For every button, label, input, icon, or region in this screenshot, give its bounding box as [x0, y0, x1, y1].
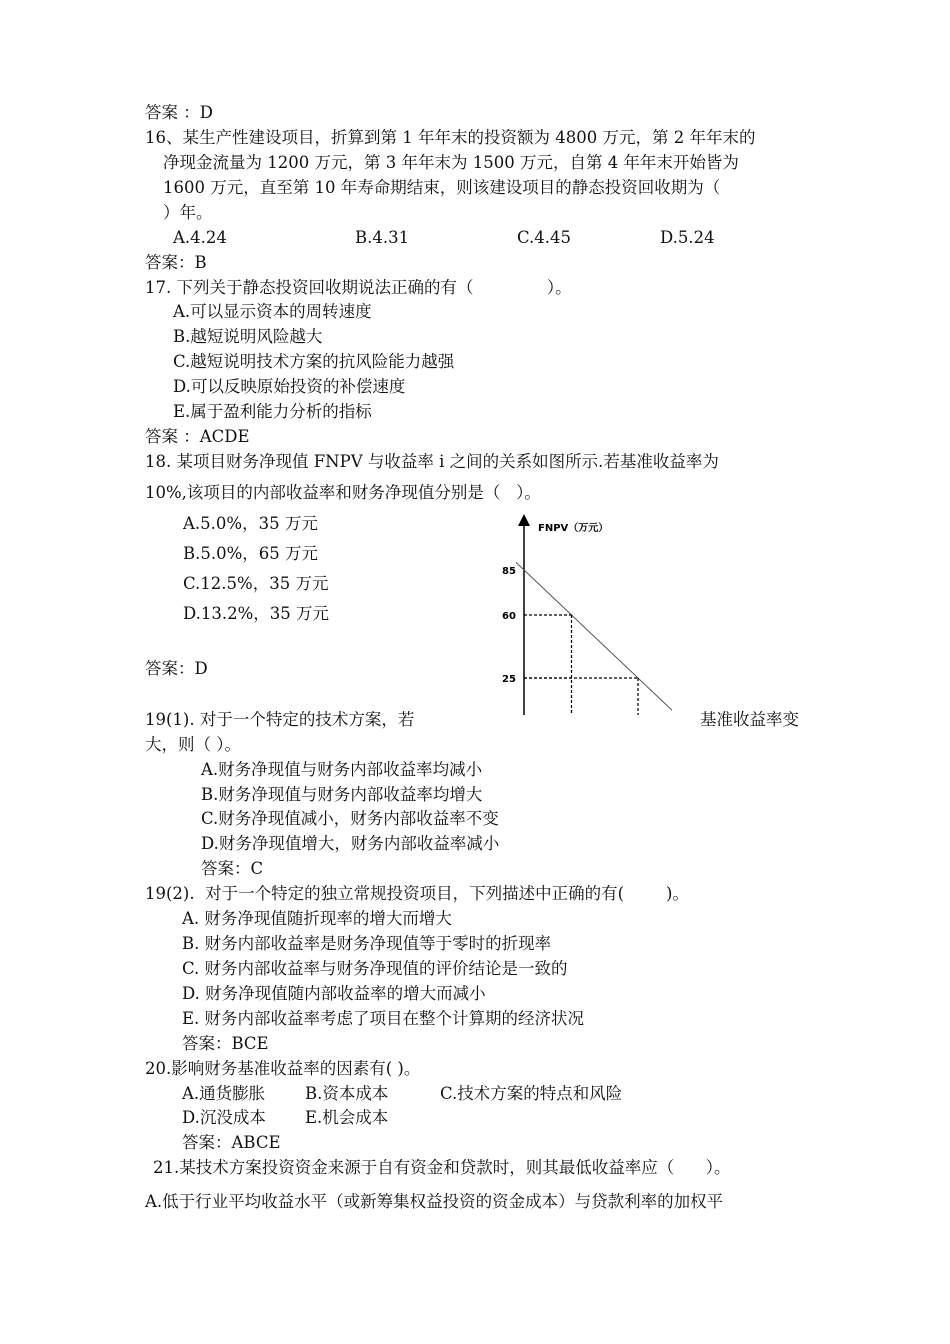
q19-1-option-a: A.财务净现值与财务内部收益率均减小 [201, 760, 483, 779]
q18-line-2: 10%,该项目的内部收益率和财务净现值分别是（ ）。 [145, 483, 541, 502]
q18-option-d: D.13.2%，35 万元 [183, 604, 330, 623]
q20-option-a: A.通货膨胀 [182, 1084, 266, 1103]
q19-2-option-a: A. 财务净现值随折现率的增大而增大 [182, 909, 452, 928]
q20-option-c: C.技术方案的特点和风险 [440, 1084, 623, 1103]
q21-stem: 21.某技术方案投资资金来源于自有资金和贷款时，则其最低收益率应（ ）。 [153, 1158, 731, 1177]
q19-1-option-d: D.财务净现值增大，财务内部收益率减小 [201, 834, 500, 853]
q20-option-e: E.机会成本 [305, 1108, 389, 1127]
q16-option-a: A.4.24 [173, 228, 227, 247]
fnpv-chart [490, 510, 690, 720]
q17-stem: 17. 下列关于静态投资回收期说法正确的有（ ）。 [145, 278, 572, 297]
q19-2-option-e: E. 财务内部收益率考虑了项目在整个计算期的经济状况 [182, 1009, 585, 1028]
q20-stem: 20.影响财务基准收益率的因素有( )。 [145, 1059, 421, 1078]
y-tick-label: 60 [502, 611, 516, 622]
q20-option-d: D.沉没成本 [182, 1108, 266, 1127]
q16-line-1: 16、某生产性建设项目，折算到第 1 年年末的投资额为 4800 万元，第 2 年年末的 [145, 128, 756, 147]
q19-2-stem: 19(2). 对于一个特定的独立常规投资项目，下列描述中正确的有( )。 [145, 884, 689, 903]
answer-18: 答案：D [145, 659, 208, 678]
q17-option-b: B.越短说明风险越大 [173, 327, 323, 346]
q18-option-a: A.5.0%，35 万元 [183, 514, 318, 533]
y-axis-label: FNPV（万元） [538, 523, 609, 534]
answer-17: 答案 ：ACDE [145, 427, 250, 446]
q16-option-d: D.5.24 [660, 228, 715, 247]
y-tick-label: 85 [502, 566, 516, 577]
q16-line-3: 1600 万元，直至第 10 年寿命期结束，则该建设项目的静态投资回收期为（ [163, 178, 721, 197]
y-tick-label: 25 [502, 674, 516, 685]
q19-1-option-c: C.财务净现值减小，财务内部收益率不变 [201, 809, 499, 828]
q16-line-2: 净现金流量为 1200 万元，第 3 年年末为 1500 万元，自第 4 年年末开始皆为 [163, 153, 739, 172]
fnpv-line [516, 562, 672, 710]
answer-19-2: 答案：BCE [182, 1034, 269, 1053]
q18-option-c: C.12.5%，35 万元 [183, 574, 329, 593]
q20-option-b: B.资本成本 [305, 1084, 389, 1103]
q16-option-c: C.4.45 [517, 228, 572, 247]
q17-option-d: D.可以反映原始投资的补偿速度 [173, 377, 406, 396]
q19-2-option-b: B. 财务内部收益率是财务净现值等于零时的折现率 [182, 934, 552, 953]
answer-16: 答案：B [145, 253, 207, 272]
q18-option-b: B.5.0%，65 万元 [183, 544, 319, 563]
q21-option-a: A.低于行业平均收益水平（或新筹集权益投资的资金成本）与贷款利率的加权平 [145, 1192, 724, 1211]
q19-1-line-1b: 基准收益率变 [700, 710, 799, 729]
q17-option-e: E.属于盈利能力分析的指标 [173, 402, 372, 421]
q19-1-option-b: B.财务净现值与财务内部收益率均增大 [201, 785, 483, 804]
answer-15: 答案 ：D [145, 103, 213, 122]
q16-option-b: B.4.31 [355, 228, 410, 247]
answer-20: 答案：ABCE [182, 1133, 281, 1152]
q17-option-c: C.越短说明技术方案的抗风险能力越强 [173, 352, 455, 371]
q19-2-option-d: D. 财务净现值随内部收益率的增大而减小 [182, 984, 486, 1003]
q18-line-1: 18. 某项目财务净现值 FNPV 与收益率 i 之间的关系如图所示.若基准收益率为 [145, 452, 719, 471]
q19-2-option-c: C. 财务内部收益率与财务净现值的评价结论是一致的 [182, 959, 568, 978]
q19-1-line-1: 19(1). 对于一个特定的技术方案，若 [145, 710, 415, 729]
q16-line-4: ）年。 [163, 203, 213, 222]
q17-option-a: A.可以显示资本的周转速度 [173, 302, 372, 321]
answer-19-1: 答案：C [201, 859, 264, 878]
q19-1-line-2: 大，则（ ）。 [145, 735, 241, 754]
